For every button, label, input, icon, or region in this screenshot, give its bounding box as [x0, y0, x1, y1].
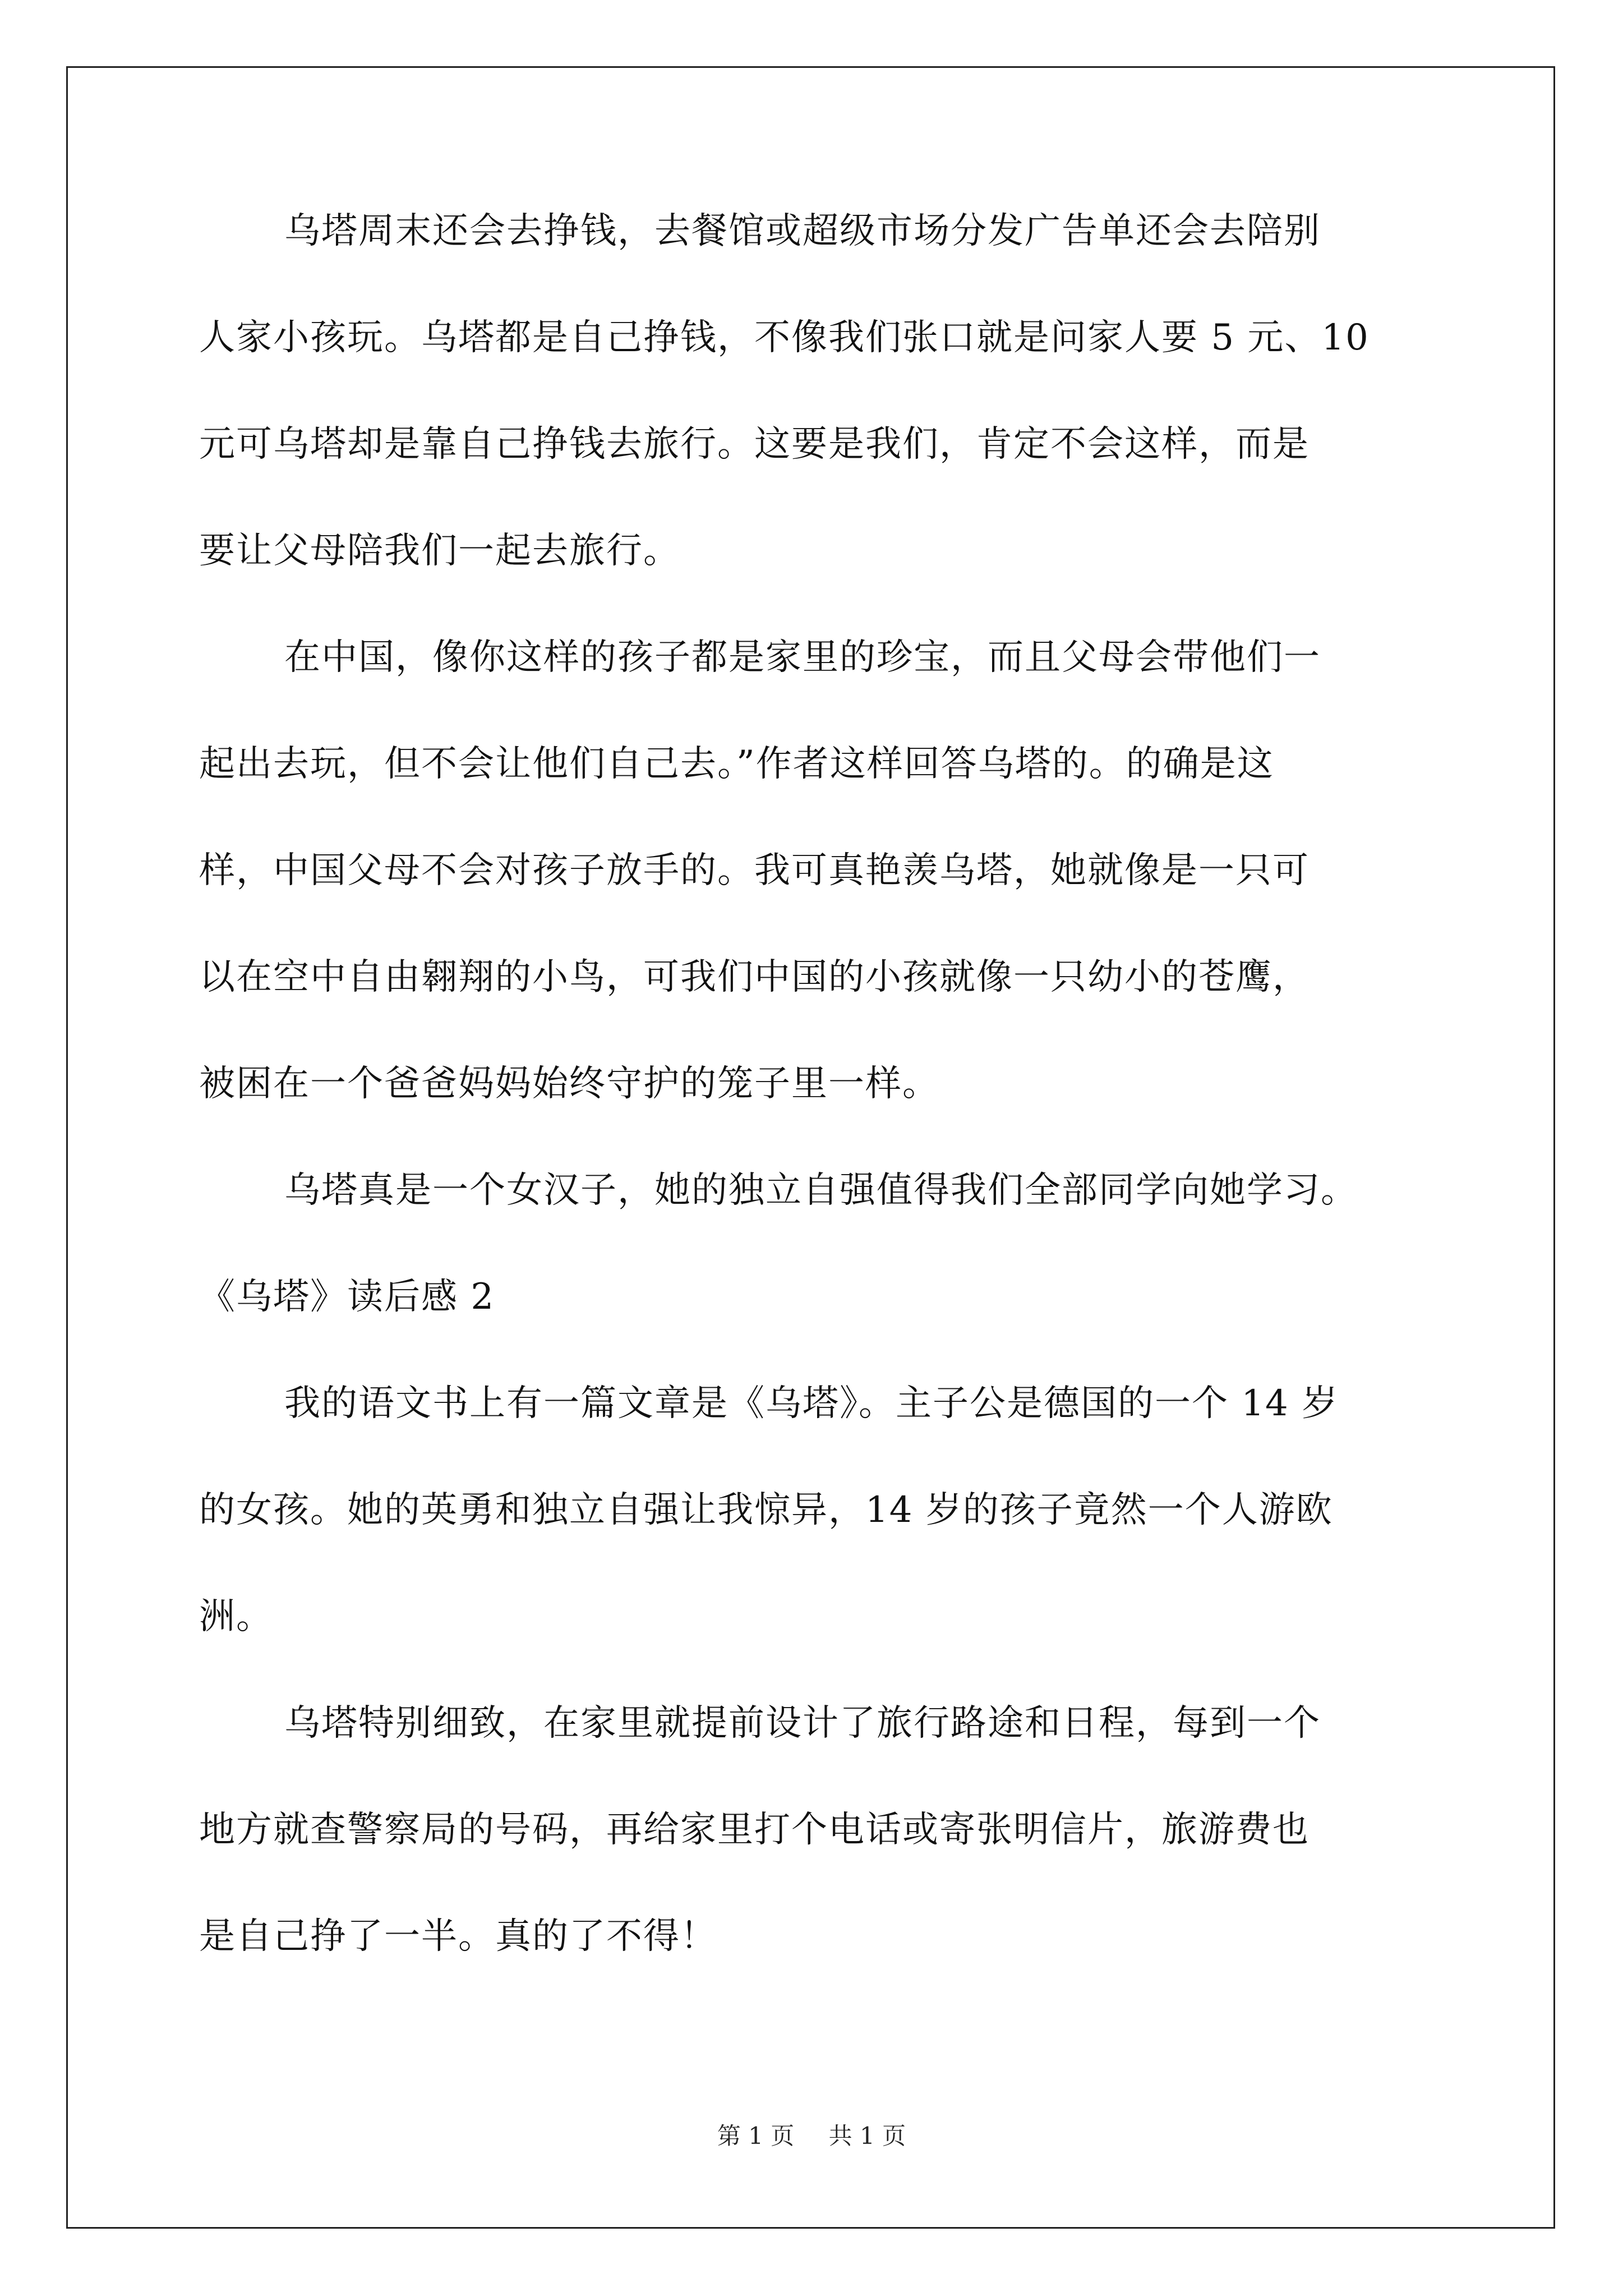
text-line: 要让父母陪我们一起去旅行。 [199, 530, 680, 572]
text-line: 样，中国父母不会对孩子放手的。我可真艳羡乌塔，她就像是一只可 [199, 850, 1310, 891]
text-line: 元可乌塔却是靠自己挣钱去旅行。这要是我们，肯定不会这样，而是 [199, 424, 1310, 465]
text-line: 乌塔周末还会去挣钱，去餐馆或超级市场分发广告单还会去陪别 [284, 210, 1321, 252]
text-line: 是自己挣了一半。真的了不得！ [199, 1916, 717, 1957]
page-total: 共 1 页 [828, 2122, 906, 2150]
text-line: 被困在一个爸爸妈妈始终守护的笼子里一样。 [199, 1063, 939, 1105]
text-line: 乌塔真是一个女汉子，她的独立自强值得我们全部同学向她学习。 [284, 1170, 1358, 1211]
page-footer [0, 2119, 1623, 2153]
text-line: 我的语文书上有一篇文章是《乌塔》。主子公是德国的一个 14 岁 [284, 1383, 1339, 1424]
text-line: 乌塔特别细致，在家里就提前设计了旅行路途和日程，每到一个 [284, 1703, 1321, 1744]
text-line: 人家小孩玩。乌塔都是自己挣钱，不像我们张口就是问家人要 5 元、10 [199, 317, 1370, 358]
section-heading: 《乌塔》读后感 2 [199, 1276, 495, 1318]
text-line: 在中国，像你这样的孩子都是家里的珍宝，而且父母会带他们一 [284, 637, 1321, 678]
text-line: 的女孩。她的英勇和独立自强让我惊异，14 岁的孩子竟然一个人游欧 [199, 1489, 1333, 1531]
page-number: 第 1 页 [717, 2122, 795, 2150]
text-line: 起出去玩，但不会让他们自己去。”作者这样回答乌塔的。的确是这 [199, 743, 1274, 785]
page-border [66, 66, 1555, 2229]
text-line: 以在空中自由翱翔的小鸟，可我们中国的小孩就像一只幼小的苍鹰， [199, 956, 1310, 998]
text-line: 地方就查警察局的号码，再给家里打个电话或寄张明信片，旅游费也 [199, 1809, 1310, 1851]
text-line: 洲。 [199, 1596, 273, 1637]
